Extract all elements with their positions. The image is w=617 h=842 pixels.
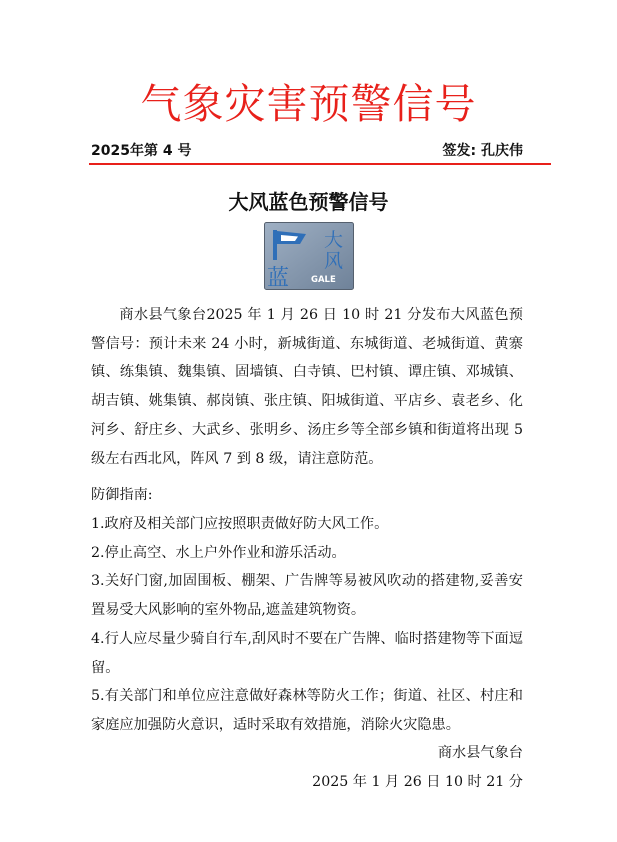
header-divider: [89, 163, 551, 165]
signer: 签发: 孔庆伟: [442, 143, 523, 159]
guide-item-3: 3.关好门窗,加固围板、棚架、广告牌等易被风吹动的搭建物,妥善安置易受大风影响的室外物品,遮盖建筑物资。: [91, 573, 523, 618]
guide-item-5: 5.有关部门和单位应注意做好森林等防火工作；街道、社区、村庄和家庭应加强防火意识，适时采取有效措施，消除火灾隐患。: [91, 688, 523, 733]
guide-item-4: 4.行人应尽量少骑自行车,刮风时不要在广告牌、临时搭建物等下面逗留。: [91, 631, 523, 676]
icon-char-feng: 风: [324, 250, 344, 272]
gale-blue-warning-icon: [264, 222, 354, 290]
header-title: 气象灾害预警信号: [140, 80, 477, 128]
issue-number: 2025年第 4 号: [91, 143, 192, 159]
guide-item-1: 1.政府及相关部门应按照职责做好防大风工作。: [91, 516, 389, 532]
document-title: 大风蓝色预警信号: [228, 190, 389, 214]
meta-row: [91, 140, 523, 162]
gale-blue-warning-icon-graphic: [264, 222, 354, 290]
warning-body: 商水县气象台2025 年 1 月 26 日 10 时 21 分发布大风蓝色预警信号：预计未来 24 小时，新城街道、东城街道、老城街道、黄寨镇、练集镇、魏集镇、固墙镇、白寺镇、巴村镇、谭庄镇、邓城镇、胡吉镇、姚集镇、郝岗镇、张庄镇、阳城街道、平店乡、袁老乡、化河乡、舒庄乡、大武乡、张明乡、汤庄乡等全部乡镇和街道将出现 5 级左右西北风，阵风 7 到 8 级，请注意防范。: [91, 307, 523, 467]
icon-english: GALE: [311, 275, 336, 285]
guide-item-2: 2.停止高空、水上户外作业和游乐活动。: [91, 545, 346, 561]
icon-char-da: 大: [324, 229, 344, 251]
icon-char-color: 蓝: [267, 266, 290, 290]
signature-date: 2025 年 1 月 26 日 10 时 21 分: [312, 774, 523, 790]
guide-title: 防御指南:: [91, 487, 153, 503]
signature-org: 商水县气象台: [437, 745, 523, 761]
